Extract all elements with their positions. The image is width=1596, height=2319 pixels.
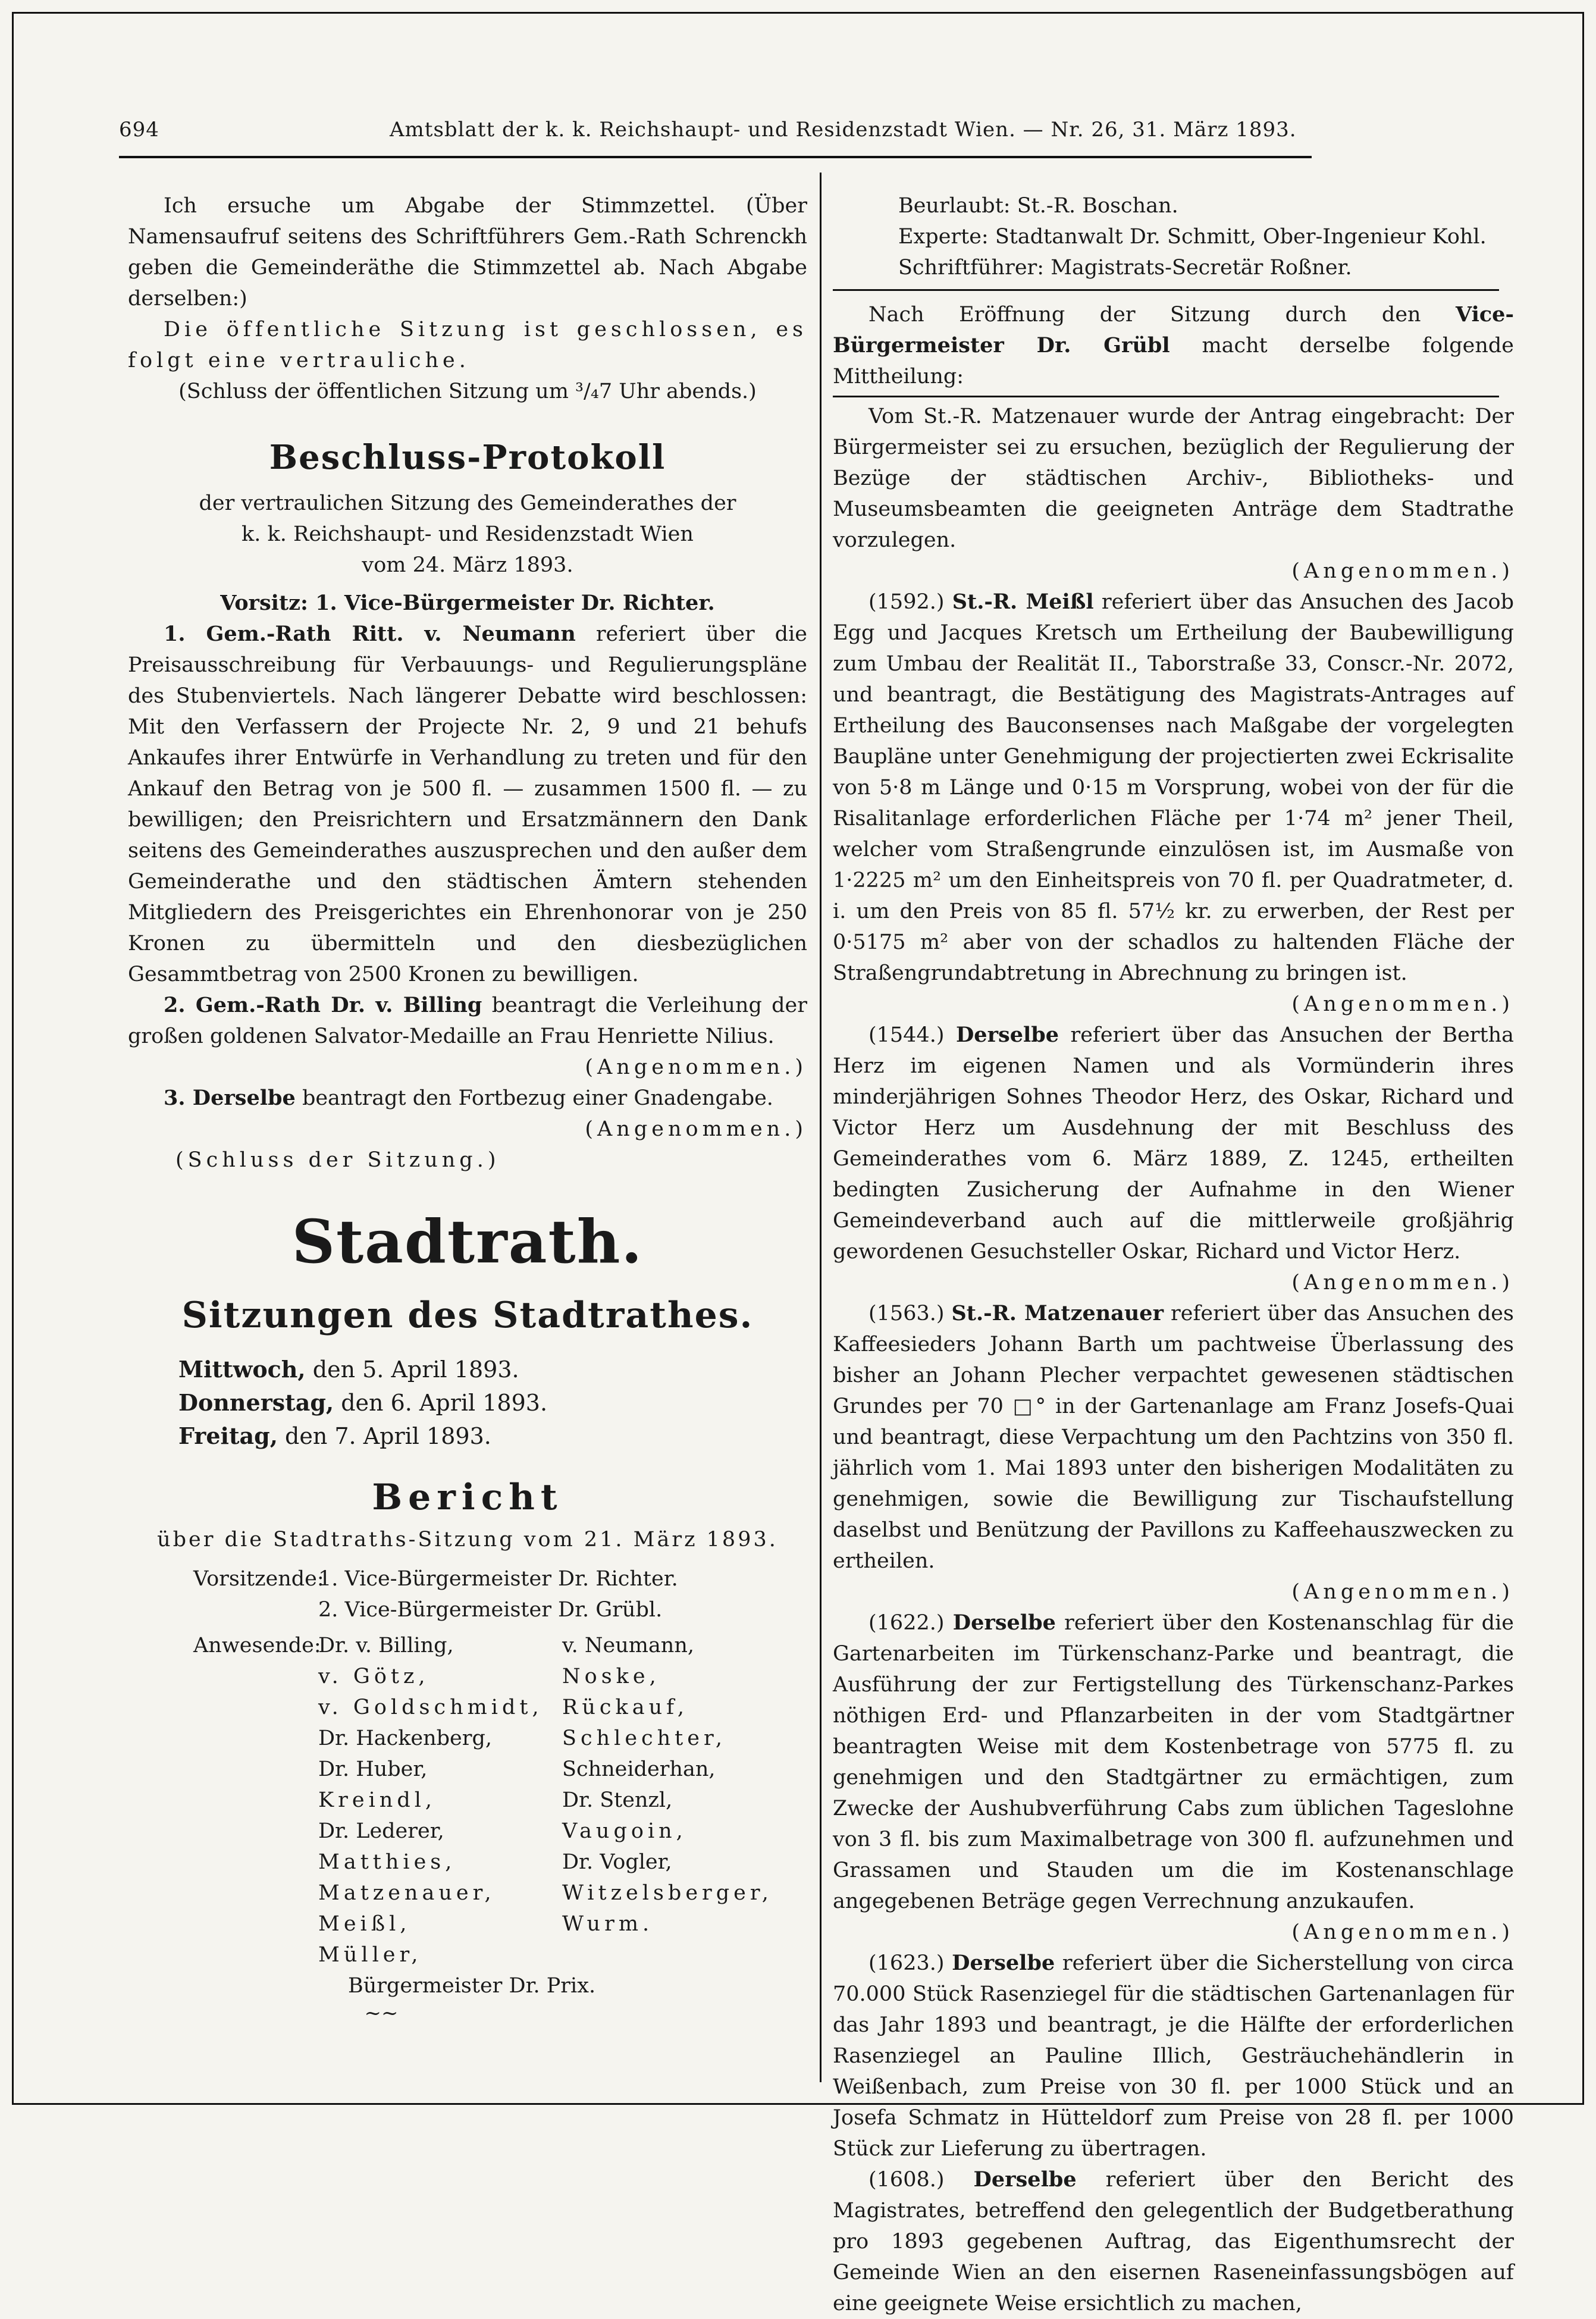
item-number: (1623.)	[868, 1951, 945, 1975]
session-date-row	[178, 1419, 807, 1453]
section-rule	[833, 289, 1499, 291]
item-result: (Angenommen.)	[1291, 1920, 1514, 1944]
item-number: (1622.)	[868, 1611, 945, 1635]
item-1-speaker: 1. Gem.-Rath Ritt. v. Neumann	[164, 622, 576, 646]
section-rule	[833, 396, 1499, 397]
attendee-name: Matthies,	[318, 1850, 456, 1874]
item-3-result: (Angenommen.)	[585, 1117, 807, 1141]
protocol-date: vom 24. März 1893.	[362, 553, 573, 577]
item-text: referiert über das Ansuchen der Bertha Herz im eigenen Namen und als Vormünderin ihres minderjährigen Sohnes Theodor Herz, des Oskar, Richard und Victor Herz um Ausdehnung der mit Beschluss des Gemeinderathes vom 6. März 1889, Z. 1245, ertheilten bedingten Zusicherung der Aufnahme in den Wiener Gemeindeverband auch auf die mittlerweile großjährig gewordenen Gesuchsteller Oskar, Richard und Victor Herz.	[833, 1023, 1514, 1264]
chair-1: 1. Vice-Bürgermeister Dr. Richter.	[318, 1567, 678, 1591]
attendee-row	[193, 1692, 807, 1723]
item-speaker: St.-R. Meißl	[952, 590, 1094, 614]
item-3-speaker: 3. Derselbe	[164, 1086, 296, 1110]
motion-result: (Angenommen.)	[1291, 559, 1514, 583]
attendee-row	[193, 1723, 807, 1754]
attendee-name: Dr. Stenzl,	[562, 1788, 673, 1812]
weekday: Freitag,	[178, 1422, 278, 1449]
item-speaker: Derselbe	[973, 2167, 1077, 2192]
item-text: referiert über den Bericht des Magistrates, betreffend den gelegentlich der Budgetberathung pro 1893 gegebenen Auftrag, das Eigenthumsrecht der Gemeinde Wien an den eisernen Raseneinfassungsbögen auf eine geeignete Weise ersichtlich zu machen,	[833, 2168, 1514, 2315]
attendee-name: Schlechter,	[562, 1726, 726, 1750]
secretary-line: Schriftführer: Magistrats-Secretär Roßner.	[898, 256, 1352, 280]
header-title: Amtsblatt der k. k. Reichshaupt- und Residenzstadt Wien. — Nr. 26, 31. März 1893.	[390, 118, 1297, 142]
ornament: ~~	[364, 2001, 399, 2025]
attendee-name: Dr. Lederer,	[318, 1819, 444, 1843]
mayor-name: Bürgermeister Dr. Prix.	[348, 1974, 596, 1998]
item-1563	[833, 1298, 1514, 1577]
opening-text: Nach Eröffnung der Sitzung durch den	[868, 303, 1421, 327]
attendee-row	[193, 1661, 807, 1692]
session-closed-paragraph: Die öffentliche Sitzung ist geschlossen, es folgt eine vertrauliche.	[128, 318, 807, 372]
item-text: referiert über das Ansuchen des Jacob Egg und Jacques Kretsch um Ertheilung der Baubewilligung zum Umbau der Realität II., Taborstraße 33, Conscr.-Nr. 2072, und beantragt, die Bestätigung des Magistrats-Antrages auf Ertheilung des Bauconsenses nach Maßgabe der vorgelegten Baupläne unter Genehmigung der projectierten zwei Eckrisalite von 5·8 m Länge und 0·15 m Vorsprung, wobei von der für die Risalitanlage erforderlichen Fläche per 1·74 m² jener Theil, welcher vom Straßengrunde einzulösen ist, im Ausmaße von 1·2225 m² um den Einheitspreis von 70 fl. per Quadratmeter, d. i. um den Preis von 85 fl. 57½ kr. zu erwerben, der Rest per 0·5175 m² aber von der schadlos zu haltenden Fläche der Straßengrundabtretung in Abrechnung zu bringen ist.	[833, 590, 1514, 985]
attendee-name: Schneiderhan,	[562, 1757, 716, 1781]
on-leave-line: Beurlaubt: St.-R. Boschan.	[898, 194, 1178, 218]
item-number: (1608.)	[868, 2168, 945, 2192]
mayor-row	[193, 1970, 807, 2001]
chairs-row-2	[193, 1594, 807, 1625]
attendee-name: v. Goldschmidt,	[318, 1696, 543, 1719]
attendee-name: Noske,	[562, 1665, 660, 1688]
attendee-name: v. Neumann,	[562, 1634, 695, 1657]
protocol-item-1	[128, 619, 807, 990]
session-date-row	[178, 1386, 807, 1419]
sessions-heading: Sitzungen des Stadtrathes.	[181, 1295, 754, 1336]
protocol-heading: Beschluss-Protokoll	[269, 438, 666, 477]
attendee-name: Wurm.	[562, 1912, 654, 1936]
item-speaker: Derselbe	[952, 1610, 1056, 1635]
chair-line: Vorsitz: 1. Vice-Bürgermeister Dr. Richter.	[220, 591, 715, 615]
attendee-name: Matzenauer,	[318, 1881, 496, 1905]
left-column	[128, 190, 807, 2025]
report-subtitle: über die Stadtraths-Sitzung vom 21. März 1893.	[157, 1528, 778, 1552]
header-rule	[119, 156, 1312, 158]
attendee-name: Witzelsberger,	[562, 1881, 773, 1905]
attendee-name: Dr. Huber,	[318, 1757, 428, 1781]
opening-paragraph	[833, 299, 1514, 392]
item-2-speaker: 2. Gem.-Rath Dr. v. Billing	[164, 993, 482, 1017]
session-end: (Schluss der Sitzung.)	[175, 1148, 500, 1172]
chairs-label: Vorsitzende:	[193, 1567, 324, 1591]
item-result: (Angenommen.)	[1291, 992, 1514, 1016]
session-end-note: (Schluss der öffentlichen Sitzung um ³/₄7 Uhr abends.)	[178, 380, 757, 403]
chairs-row-1	[193, 1563, 807, 1594]
attendee-name: Vaugoin,	[562, 1819, 687, 1843]
attendee-name: v. Götz,	[318, 1665, 429, 1688]
chair-2: 2. Vice-Bürgermeister Dr. Grübl.	[318, 1598, 663, 1622]
expert-line: Experte: Stadtanwalt Dr. Schmitt, Ober-Ingenieur Kohl.	[898, 225, 1487, 249]
attendee-row	[193, 1939, 807, 1970]
attendee-row	[193, 1847, 807, 1878]
item-text: referiert über die Sicherstellung von circa 70.000 Stück Rasenziegel für die städtischen Gartenanlagen für das Jahr 1893 und beantragt, je die Hälfte der erforderlichen Rasenziegel an Pauline Illich, Gesträuchehändlerin in Weißenbach, zum Preise von 30 fl. per 1000 Stück und an Josefa Schmatz in Hütteldorf zum Preise von 28 fl. per 1000 Stück zur Lieferung zu übertragen.	[833, 1951, 1514, 2161]
item-1608	[833, 2164, 1514, 2319]
item-number: (1544.)	[868, 1023, 945, 1047]
attendance-block	[128, 1563, 807, 2025]
attendee-name: Dr. Vogler,	[562, 1850, 672, 1874]
attendee-row	[193, 1785, 807, 1816]
session-dates	[128, 1353, 807, 1453]
attendee-name: Müller,	[318, 1943, 422, 1967]
item-1622	[833, 1607, 1514, 1917]
item-speaker: Derselbe	[955, 1023, 1059, 1047]
item-3-text: beantragt den Fortbezug einer Gnadengabe.	[302, 1086, 773, 1110]
item-text: referiert über den Kostenanschlag für die Gartenarbeiten im Türkenschanz-Parke und beantragt, die Ausführung der zur Fertigstellung des Türkenschanz-Parkes nöthigen Erd- und Pflanzarbeiten in der vom Stadtgärtner beantragten Weise mit dem Kostenbetrage von 5775 fl. zu genehmigen und den Stadtgärtner zu ermächtigen, zum Zwecke der Aushubverführung Cabs zum üblichen Tageslohne von 3 fl. bis zum Maximalbetrage von 300 fl. aufzunehmen und Grassamen und Stauden um die im Kostenanschlage angegebenen Beträge gegen Verrechnung anzukaufen.	[833, 1611, 1514, 1913]
protocol-subtitle-2: k. k. Reichshaupt- und Residenzstadt Wien	[242, 522, 694, 546]
attendee-row	[193, 1878, 807, 1909]
attendee-name: Rückauf,	[562, 1696, 688, 1719]
report-heading: Bericht	[372, 1477, 563, 1518]
item-speaker: St.-R. Matzenauer	[951, 1301, 1164, 1325]
session-date-row	[178, 1353, 807, 1386]
item-2-text: beantragt die Verleihung der großen goldenen Salvator-Medaille an Frau Henriette Nilius.	[128, 994, 807, 1048]
opening-text-cont: macht derselbe folgende Mittheilung:	[833, 334, 1514, 388]
page-number: 694	[119, 118, 159, 142]
item-2-result: (Angenommen.)	[585, 1055, 807, 1079]
attendee-row	[193, 1754, 807, 1785]
attendee-row	[193, 1816, 807, 1847]
protocol-item-2	[128, 990, 807, 1052]
date: den 6. April 1893.	[341, 1390, 548, 1416]
item-1623	[833, 1948, 1514, 2164]
item-result: (Angenommen.)	[1291, 1271, 1514, 1295]
stadtrath-heading: Stadtrath.	[291, 1206, 644, 1277]
item-number: (1592.)	[868, 590, 945, 614]
weekday: Mittwoch,	[178, 1356, 306, 1383]
date: den 5. April 1893.	[312, 1356, 519, 1383]
item-text: referiert über das Ansuchen des Kaffeesieders Johann Barth um pachtweise Überlassung des bisher an Johann Plecher verpachtet gewesenen städtischen Grundes per 70 □° in der Gartenanlage am Franz Josefs-Quai und beantragt, diese Verpachtung um den Pachtzins von 350 fl. jährlich vom 1. Mai 1893 unter den bisherigen Modalitäten zu genehmigen, sowie die Bewilligung zur Tischaufstellung daselbst und Benützung der Pavillons zu Kaffeehauszwecken zu ertheilen.	[833, 1302, 1514, 1573]
item-number: (1563.)	[868, 1302, 945, 1325]
attendee-name: Kreindl,	[318, 1788, 437, 1812]
item-1592	[833, 587, 1514, 989]
protocol-subtitle-1: der vertraulichen Sitzung des Gemeinderathes der	[199, 491, 736, 515]
attendee-name: Meißl,	[318, 1912, 411, 1936]
right-column	[833, 190, 1514, 2319]
item-1544	[833, 1020, 1514, 1267]
attendee-name: Dr. v. Billing,	[318, 1634, 454, 1657]
attendees-label: Anwesende:	[193, 1634, 321, 1657]
attendee-row	[193, 1909, 807, 1939]
item-speaker: Derselbe	[952, 1951, 1055, 1975]
weekday: Donnerstag,	[178, 1389, 334, 1416]
item-1-text: referiert über die Preisausschreibung für Verbauungs- und Regulierungspläne des Stubenviertels. Nach längerer Debatte wird beschlossen: Mit den Verfassern der Projecte Nr. 2, 9 und 21 behufs Ankaufes ihrer Entwürfe in Verhandlung zu treten und für den Ankauf den Betrag von je 500 fl. — zusammen 1500 fl. — zu bewilligen; den Preisrichtern und Ersatzmännern den Dank seitens des Gemeinderathes auszusprechen und den außer dem Gemeinderathe und den städtischen Ämtern stehenden Mitgliedern des Preisgerichtes ein Ehrenhonorar von je 250 Kronen zu übermitteln und den diesbezüglichen Gesammtbetrag von 2500 Kronen zu bewilligen.	[128, 622, 807, 986]
attendee-row	[193, 1630, 807, 1661]
motion-paragraph: Vom St.-R. Matzenauer wurde der Antrag eingebracht: Der Bürgermeister sei zu ersuchen, bezüglich der Regulierung der Bezüge der städtischen Archiv-, Bibliotheks- und Museumsbeamten die geeigneten Anträge dem Stadtrathe vorzulegen.	[833, 405, 1514, 552]
ballot-paragraph: Ich ersuche um Abgabe der Stimmzettel. (Über Namensaufruf seitens des Schriftführers Gem.-Rath Schrenckh geben die Gemeinderäthe die Stimmzettel ab. Nach Abgabe derselben:)	[128, 194, 807, 311]
protocol-item-3	[128, 1083, 807, 1114]
vice-mayor-name: Vice-Bürgermeister Dr. Grübl	[833, 302, 1514, 358]
attendee-name: Dr. Hackenberg,	[318, 1726, 493, 1750]
column-divider	[820, 173, 821, 2082]
date: den 7. April 1893.	[285, 1423, 491, 1449]
item-result: (Angenommen.)	[1291, 1580, 1514, 1604]
